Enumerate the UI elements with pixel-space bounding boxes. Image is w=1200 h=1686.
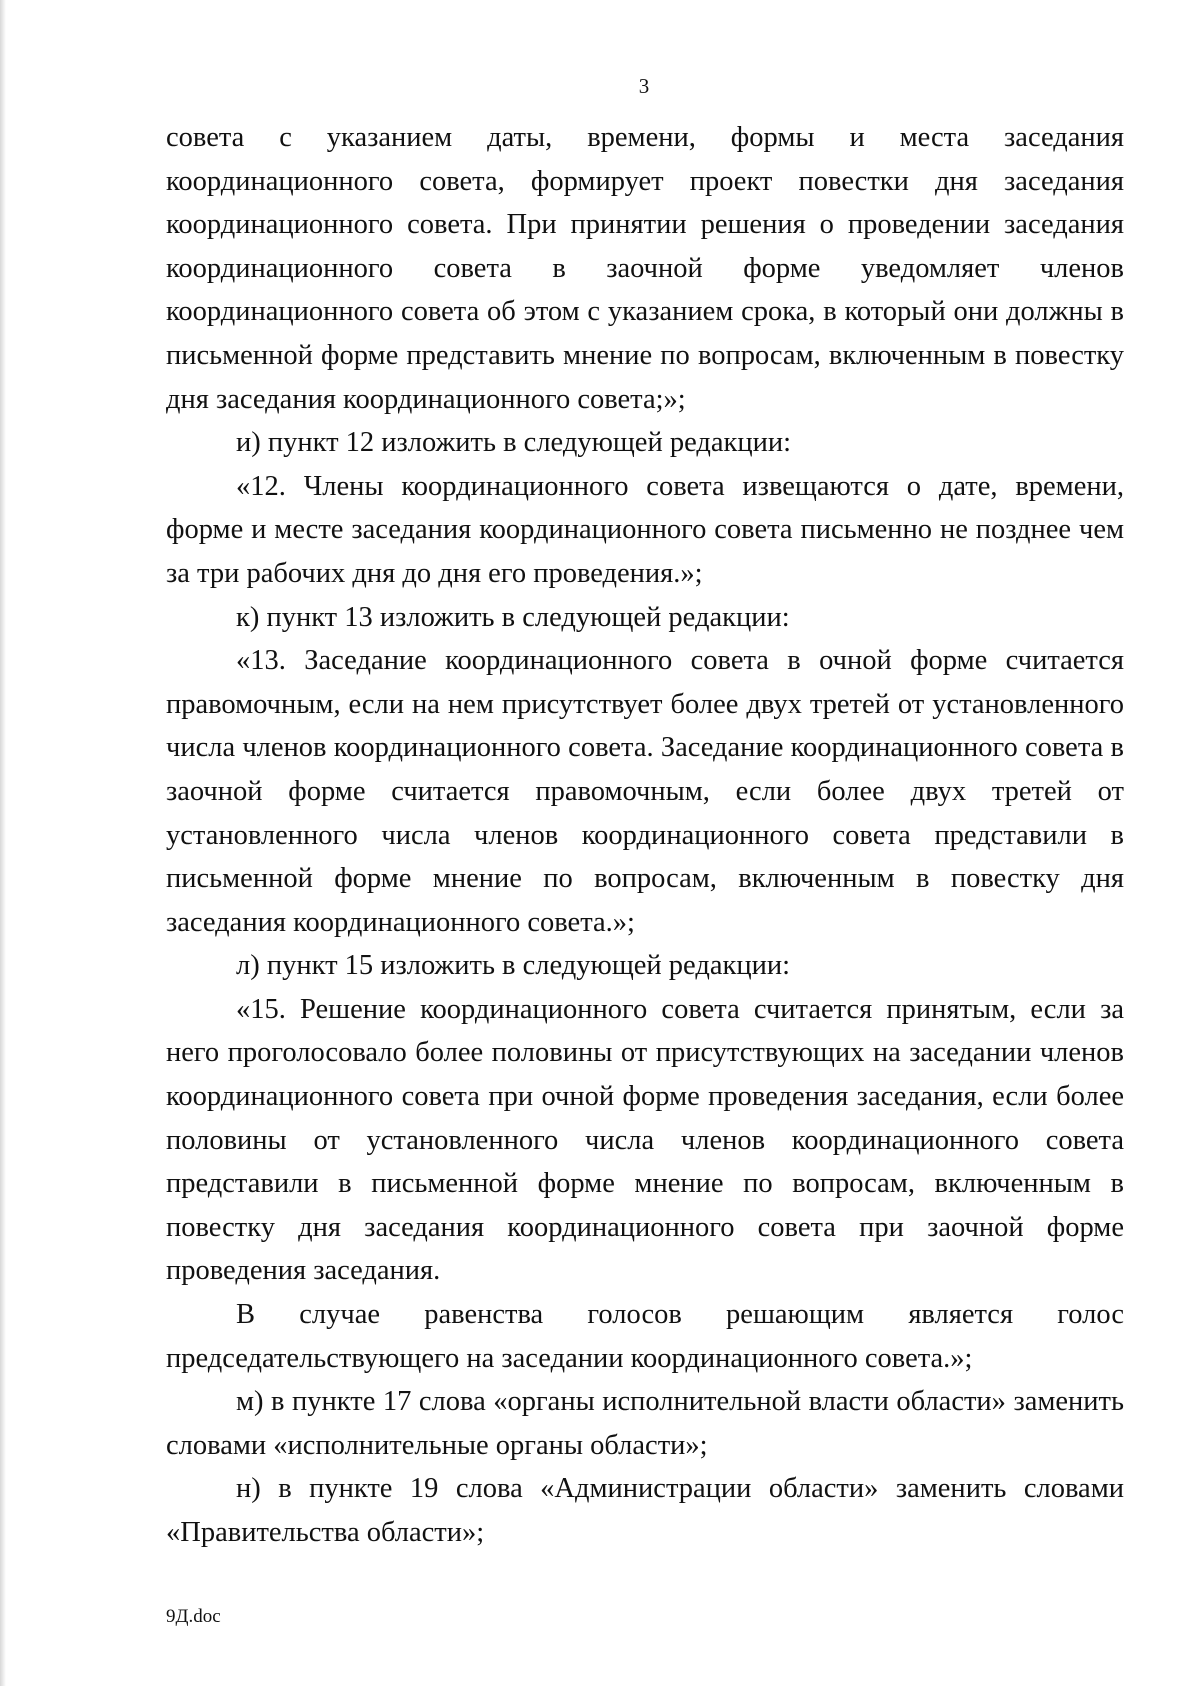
paragraph-point-13: «13. Заседание координационного совета в очной форме считается правомочным, если на нем присутствует более двух третей от установленного числа членов координационного совета. Заседание координационного совета в заочной форме считается правомочным, если более двух третей от установленного числа членов координационного совета представили в письменной форме мнение по вопросам, включенным в повестку дня заседания координационного совета.»; (166, 645, 1124, 938)
paragraph-item-m: м) в пункте 17 слова «органы исполнительной власти области» заменить словами «исполнительные органы области»; (166, 1386, 1124, 1461)
paragraph-point-15: «15. Решение координационного совета считается принятым, если за него проголосовало более половины от присутствующих на заседании членов координационного совета при очной форме проведения заседания, если более половины от установленного числа членов координационного совета представили в письменной форме мнение по вопросам, включенным в повестку дня заседания координационного совета при заочной форме проведения заседания. (166, 993, 1124, 1287)
paragraph-item-i: и) пункт 12 изложить в следующей редакции: (236, 427, 792, 459)
document-body (166, 116, 1124, 1555)
footer-filename: 9Д.doc (166, 1606, 221, 1627)
page-number: 3 (638, 74, 650, 98)
paragraph-tie-vote: В случае равенства голосов решающим является голос председательствующего на заседании координационного совета.»; (166, 1299, 1124, 1374)
paragraph-item-n: н) в пункте 19 слова «Администрации области» заменить словами «Правительства области»; (166, 1473, 1124, 1548)
paragraph-point-12: «12. Члены координационного совета извещаются о дате, времени, форме и месте заседания координационного совета письменно не позднее чем за три рабочих дня до дня его проведения.»; (166, 470, 1124, 589)
paragraph-continuation: совета с указанием даты, времени, формы и места заседания координационного совета, формирует проект повестки дня заседания координационного совета. При принятии решения о проведении заседания координационного совета в заочной форме уведомляет членов координационного совета об этом с указанием срока, в который они должны в письменной форме представить мнение по вопросам, включенным в повестку дня заседания координационного совета;»; (166, 122, 1124, 415)
paragraph-item-k: к) пункт 13 изложить в следующей редакции: (236, 601, 790, 633)
paragraph-item-l: л) пункт 15 изложить в следующей редакции: (236, 950, 790, 982)
scan-edge (0, 0, 6, 1686)
